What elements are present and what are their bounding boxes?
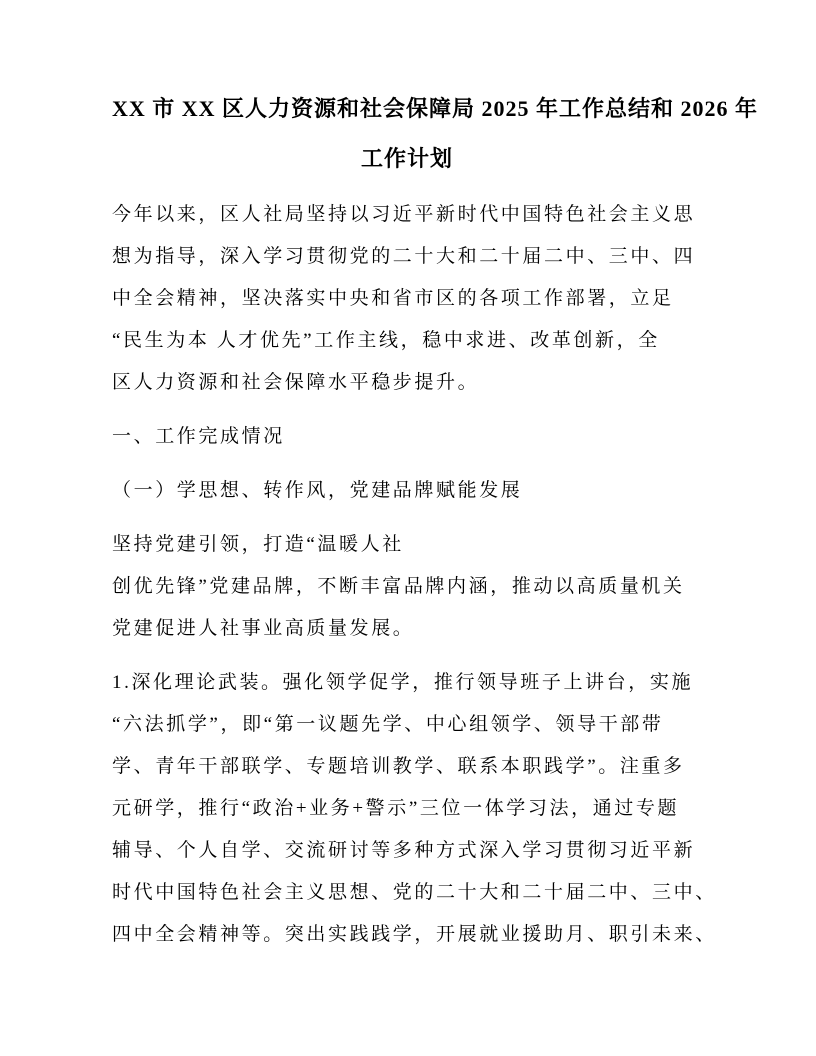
text-line: 时代中国特色社会主义思想、党的二十大和二十届二中、三中、 — [112, 882, 717, 903]
section-heading — [112, 470, 702, 512]
text-line: 想为指导，深入学习贯彻党的二十大和二十届二中、三中、四 — [112, 246, 696, 267]
text-line: 元研学，推行“政治+业务+警示”三位一体学习法，通过专题 — [112, 798, 680, 819]
title-line: XX 市 XX 区人力资源和社会保障局 2025 年工作总结和 2026 年 — [112, 96, 759, 121]
text-line: 今年以来，区人社局坚持以习近平新时代中国特色社会主义思 — [112, 204, 696, 225]
paragraph — [112, 662, 717, 956]
text-line: 辅导、个人自学、交流研讨等多种方式深入学习贯彻习近平新 — [112, 840, 696, 861]
document-title — [112, 84, 759, 184]
text-line: 区人力资源和社会保障水平稳步提升。 — [112, 372, 480, 393]
text-line: 四中全会精神等。突出实践践学，开展就业援助月、职引未来、 — [112, 924, 717, 945]
text-line: “六法抓学”，即“第一议题先学、中心组领学、领导干部带 — [112, 714, 664, 735]
text-line: 中全会精神，坚决落实中央和省市区的各项工作部署，立足 — [112, 288, 674, 309]
text-line: （一）学思想、转作风，党建品牌赋能发展 — [112, 480, 523, 501]
section-heading — [112, 416, 702, 458]
text-line: “民生为本 人才优先”工作主线，稳中求进、改革创新，全 — [112, 330, 660, 351]
text-line: 创优先锋”党建品牌，不断丰富品牌内涵，推动以高质量机关 — [112, 576, 685, 597]
text-line: 一、工作完成情况 — [112, 426, 285, 447]
title-line: 工作计划 — [360, 146, 453, 171]
paragraph — [112, 194, 702, 404]
text-line: 学、青年干部联学、专题培训教学、联系本职践学”。注重多 — [112, 756, 685, 777]
document-body — [112, 194, 717, 956]
text-line: 坚持党建引领，打造“温暖人社 — [112, 534, 404, 555]
paragraph — [112, 524, 702, 650]
text-line: 1.深化理论武装。强化领学促学，推行领导班子上讲台，实施 — [112, 672, 694, 693]
text-line: 党建促进人社事业高质量发展。 — [112, 618, 415, 639]
